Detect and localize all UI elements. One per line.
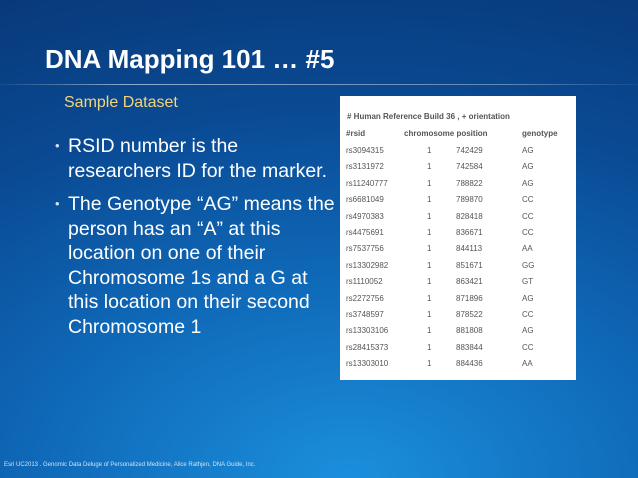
cell-position: 881808: [456, 326, 483, 336]
table-row: [346, 146, 576, 162]
cell-genotype: GG: [522, 260, 535, 270]
bullet-dot-icon: •: [55, 196, 60, 211]
cell-chromosome: 1: [427, 146, 432, 155]
cell-rsid: rs4475691: [346, 227, 384, 237]
cell-rsid: rs28415373: [346, 342, 389, 352]
bullet-dot-icon: •: [55, 138, 60, 153]
cell-genotype: CC: [522, 309, 534, 319]
slide-subtitle: Sample Dataset: [64, 94, 178, 111]
table-row: [346, 343, 576, 359]
table-row: [346, 212, 576, 228]
cell-genotype: CC: [522, 342, 534, 352]
cell-chromosome: 1: [427, 260, 432, 270]
table-row: [346, 261, 576, 277]
bullet-text: RSID number is the researchers ID for the marker.: [68, 135, 328, 182]
cell-rsid: rs11240777: [346, 178, 388, 188]
dataset-rows: [346, 146, 576, 375]
table-row: [346, 326, 576, 342]
cell-chromosome: 1: [427, 342, 432, 352]
cell-genotype: AA: [522, 244, 533, 254]
cell-rsid: rs13303010: [346, 359, 389, 369]
cell-position: 836671: [456, 227, 483, 237]
bullet-item: [52, 192, 342, 339]
table-row: [346, 162, 576, 178]
cell-genotype: CC: [522, 195, 534, 205]
cell-position: 851671: [456, 260, 483, 270]
cell-genotype: AG: [522, 178, 534, 188]
cell-chromosome: 1: [427, 359, 432, 369]
cell-position: 863421: [456, 277, 483, 287]
table-row: [346, 310, 576, 326]
cell-chromosome: 1: [427, 178, 432, 188]
table-row: [346, 195, 576, 211]
bullet-item: [52, 134, 342, 183]
table-row: [346, 277, 576, 293]
cell-position: 871896: [456, 293, 483, 303]
cell-position: 884436: [456, 359, 483, 369]
header-rsid: #rsid: [346, 129, 366, 138]
cell-chromosome: 1: [427, 162, 432, 172]
cell-rsid: rs1110052: [346, 277, 383, 287]
cell-position: 742429: [456, 146, 483, 155]
cell-rsid: rs6681049: [346, 195, 384, 205]
cell-rsid: rs3131972: [346, 162, 384, 172]
cell-chromosome: 1: [427, 195, 432, 205]
cell-rsid: rs13302982: [346, 260, 389, 270]
cell-rsid: rs7537756: [346, 244, 384, 254]
cell-chromosome: 1: [427, 244, 432, 254]
title-divider: [0, 84, 638, 85]
cell-genotype: AG: [522, 326, 534, 336]
cell-position: 878522: [456, 309, 483, 319]
table-row: [346, 294, 576, 310]
header-genotype: genotype: [522, 129, 558, 138]
cell-genotype: AA: [522, 359, 533, 369]
cell-genotype: GT: [522, 277, 534, 287]
cell-genotype: CC: [522, 211, 534, 221]
cell-chromosome: 1: [427, 293, 432, 303]
header-chromosome-position: chromosome position: [404, 129, 488, 138]
slide-footer: Esri UC2013 . Genomic Data Deluge of Personalized Medicine, Alice Rathjen, DNA Guide, Inc.: [4, 462, 256, 468]
cell-chromosome: 1: [427, 277, 432, 287]
slide-title: DNA Mapping 101 … #5: [45, 44, 335, 74]
table-row: [346, 359, 576, 375]
cell-genotype: AG: [522, 162, 534, 172]
dataset-comment-line: # Human Reference Build 36 , + orientation: [347, 112, 510, 121]
cell-position: 883844: [456, 342, 483, 352]
cell-chromosome: 1: [427, 211, 432, 221]
cell-rsid: rs13303106: [346, 326, 389, 336]
cell-genotype: AG: [522, 293, 534, 303]
cell-position: 742584: [456, 162, 483, 172]
cell-rsid: rs3748597: [346, 309, 384, 319]
bullet-text: The Genotype “AG” means the person has an “A” at this location on one of their Chromosome 1s and a G at this location on their second Chromosome 1: [68, 193, 335, 338]
cell-genotype: CC: [522, 227, 534, 237]
table-row: [346, 179, 576, 195]
dataset-panel: [340, 96, 576, 380]
bullet-list: [52, 134, 342, 348]
cell-chromosome: 1: [427, 227, 432, 237]
cell-position: 828418: [456, 211, 483, 221]
cell-genotype: AG: [522, 146, 534, 155]
table-row: [346, 244, 576, 260]
cell-rsid: rs4970383: [346, 211, 384, 221]
table-row: [346, 228, 576, 244]
cell-rsid: rs2272756: [346, 293, 384, 303]
cell-rsid: rs3094315: [346, 146, 384, 155]
cell-chromosome: 1: [427, 309, 432, 319]
dataset-header-row: [346, 129, 576, 146]
cell-position: 788822: [456, 178, 483, 188]
cell-position: 844113: [456, 244, 483, 254]
cell-position: 789870: [456, 195, 483, 205]
cell-chromosome: 1: [427, 326, 432, 336]
